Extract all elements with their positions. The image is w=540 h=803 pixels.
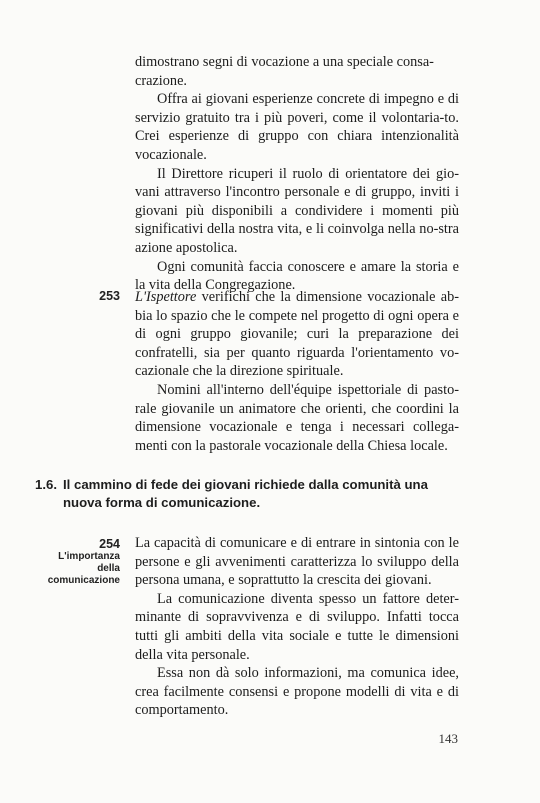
heading-line-2: nuova forma di comunicazione. (63, 494, 261, 510)
margin-title-line: comunicazione (47, 575, 120, 586)
paragraph-line: crazione. (135, 72, 187, 89)
paragraph: Ogni comunità faccia conoscere e amare la storia e la vita della Congregazione. (135, 258, 459, 294)
section-253-text (135, 288, 459, 455)
margin-title (20, 551, 120, 587)
paragraph: Nomini all'interno dell'équipe ispettoriale di pasto-rale giovanile un animatore che orienti, che coordini la dimensione vocazionale e tenga i necessari collega-menti con la pastorale vocazionale della Chiesa locale. (135, 381, 459, 454)
paragraph-number: 254 (99, 537, 120, 551)
paragraph-line: dimostrano segni di vocazione a una speciale consa- (135, 54, 434, 70)
heading-line-1: Il cammino di fede dei giovani richiede dalla comunità una (63, 477, 428, 492)
paragraph: Essa non dà solo informazioni, ma comunica idee, crea facilmente consensi e propone modelli di vita e di comportamento. (135, 665, 459, 719)
italic-subject: L'Ispettore (135, 289, 197, 305)
margin-title-line: della (97, 563, 120, 574)
paragraph-rest: verifichi che la dimensione vocazionale ab-bia lo spazio che le compete nel progetto di ogni opera e di ogni gruppo giovanile; curi la preparazione dei confratelli, sia per quanto riguarda l'orientamento vo-cazionale che la direzione spirituale. (135, 289, 459, 380)
page-number: 143 (438, 731, 458, 746)
paragraph: Il Direttore ricuperi il ruolo di orientatore dei gio-vani attraverso l'incontro personale e di gruppo, inviti i giovani più disponibili a condividere i momenti più significativi della nostra vita, e li coinvolga nella no-stra azione apostolica. (135, 165, 459, 256)
section-254-text (135, 534, 459, 720)
paragraph: Offra ai giovani esperienze concrete di impegno e di servizio gratuito tra i più poveri, come il volontaria-to. Crei esperienze di gruppo con chiara intenzionalità vocazionale. (135, 91, 459, 163)
paragraph: La comunicazione diventa spesso un fattore deter-minante di sopravvivenza e di sviluppo. Infatti tocca tutti gli ambiti della vita sociale e tutte le dimensioni della vita personale. (135, 590, 459, 663)
paragraph (135, 288, 459, 381)
paragraph: La capacità di comunicare e di entrare in sintonia con le persone e gli avvenimenti caratterizza lo sviluppo della persona umana, e soprattutto la crescita dei giovani. (135, 535, 459, 589)
heading-number: 1.6. (35, 477, 57, 492)
continuation-text (135, 53, 459, 295)
paragraph-number: 253 (99, 289, 120, 303)
margin-title-line: L'importanza (58, 551, 120, 562)
section-heading (35, 476, 465, 511)
